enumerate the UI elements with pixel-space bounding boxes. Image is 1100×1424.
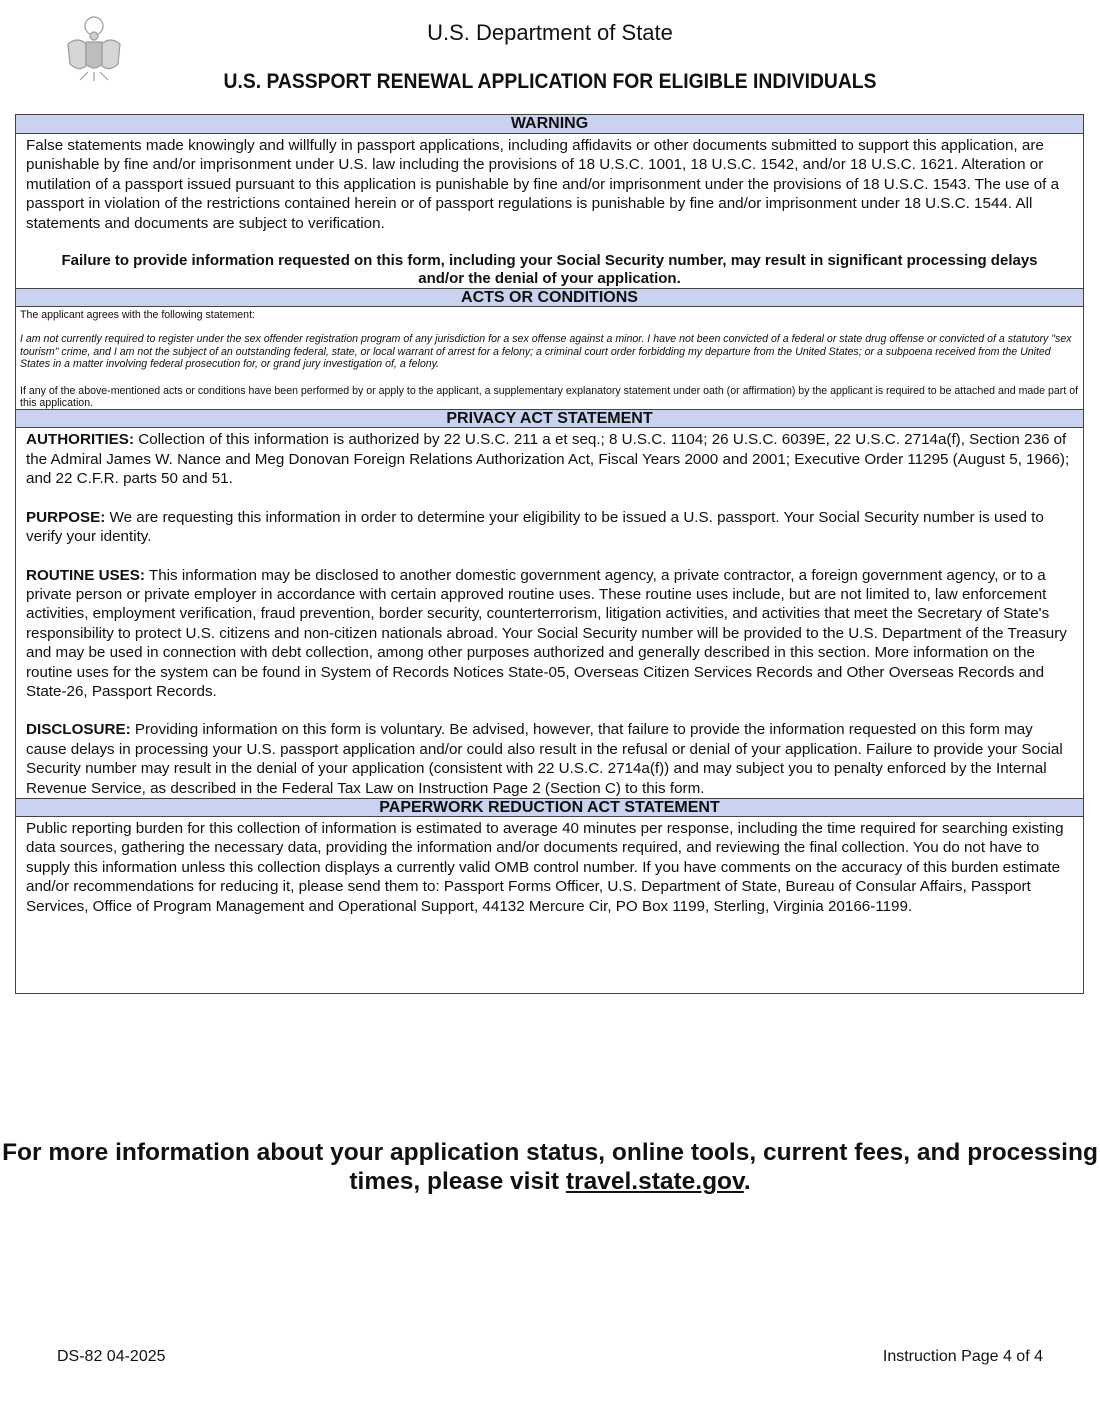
privacy-authorities xyxy=(26,430,1073,488)
acts-intro: The applicant agrees with the following statement: xyxy=(20,309,255,322)
paperwork-section xyxy=(16,817,1083,916)
warning-heading: WARNING xyxy=(16,115,1083,134)
routine-uses-label: ROUTINE USES: xyxy=(26,566,145,584)
department-name: U.S. Department of State xyxy=(427,20,673,45)
form-content-box xyxy=(15,114,1084,994)
page-title: U.S. PASSPORT RENEWAL APPLICATION FOR ELIGIBLE INDIVIDUALS xyxy=(223,70,877,93)
purpose-text: We are requesting this information in order to determine your eligibility to be issued a U.S. passport. Your Social Security number is used to verify your identity. xyxy=(26,508,1044,546)
routine-uses-text: This information may be disclosed to another domestic government agency, a private contractor, a foreign government agency, or to a private person or private employer in accordance with certain approved routine uses. These routine uses include, but are not limited to, law enforcement activities, employment verification, fraud prevention, border security, counterterrorism, litigation activities, and activities that meet the Secretary of State's responsibility to protect U.S. citizens and non-citizen nationals abroad. Your Social Security number will be provided to the U.S. Department of the Treasury and may be used in connection with debt collection, among other purposes authorized and generally described in this section. More information on the routine uses for the system can be found in System of Records Notices State-05, Overseas Citizen Services Records and Other Overseas Records and State-26, Passport Records. xyxy=(26,566,1067,700)
privacy-routine-uses xyxy=(26,566,1073,702)
authorities-label: AUTHORITIES: xyxy=(26,431,134,449)
warning-body: False statements made knowingly and willfully in passport applications, including affidavits or other documents submitted to support this application, are punishable by fine and/or imprisonment under U.S. law including the provisions of 18 U.S.C. 1001, 18 U.S.C. 1542, and/or 18 U.S.C. 1621. Alteration or mutilation of a passport issued pursuant to this application is punishable by fine and/or imprisonment under the provisions of 18 U.S.C. 1543. The use of a passport in violation of the restrictions contained herein or of passport regulations is punishable by fine and/or imprisonment under 18 U.S.C. 1544. All statements and documents are subject to verification. xyxy=(26,137,1060,232)
disclosure-label: DISCLOSURE: xyxy=(26,721,131,739)
acts-section xyxy=(16,307,1083,409)
form-code: DS-82 04-2025 xyxy=(57,1348,166,1365)
privacy-disclosure xyxy=(26,720,1073,798)
privacy-section xyxy=(16,428,1083,798)
more-info-text xyxy=(0,1138,1100,1196)
privacy-heading: PRIVACY ACT STATEMENT xyxy=(16,409,1083,428)
warning-section xyxy=(16,134,1083,252)
warning-notice: Failure to provide information requested on this form, including your Social Security number, may result in significant processing delays and/or the denial of your application. xyxy=(61,252,1038,288)
acts-statement: I am not currently required to register under the sex offender registration program of any jurisdiction for a sex offense against a minor. I have not been convicted of a federal or state drug offense or convicted of a statutory "sex tourism" crime, and I am not the subject of an outstanding federal, state, or local warrant of arrest for a felony; a criminal court order forbidding my departure from the United States; or a subpoena received from the United States in a matter involving federal prosecution for, or grand jury investigation of, a felony. xyxy=(20,333,1072,371)
purpose-label: PURPOSE: xyxy=(26,508,106,526)
page-number: Instruction Page 4 of 4 xyxy=(882,1348,1043,1365)
paperwork-body: Public reporting burden for this collection of information is estimated to average 40 minutes per response, including the time required for searching existing data sources, gathering the necessary data, providing the information and/or documents required, and reviewing the final collection. You do not have to supply this information unless this collection displays a currently valid OMB control number. If you have comments on the accuracy of this burden estimate and/or recommendations for reducing it, please send them to: Passport Forms Officer, U.S. Department of State, Bureau of Consular Affairs, Passport Services, Office of Program Management and Operational Support, 44132 Mercure Cir, PO Box 1199, Sterling, Virginia 20166-1199. xyxy=(26,819,1064,915)
disclosure-text: Providing information on this form is voluntary. Be advised, however, that failure to provide the information requested on this form may cause delays in processing your U.S. passport application and/or could also result in the refusal or denial of your application. Failure to provide your Social Security number may result in the denial of your application (consistent with 22 U.S.C. 2714a(f)) and may subject you to penalty enforced by the Internal Revenue Service, as described in the Federal Tax Law on Instruction Page 2 (Section C) to this form. xyxy=(26,721,1063,797)
more-info-lead: For more information about your application status, online tools, current fees, and processing times, please visit xyxy=(2,1139,1098,1195)
authorities-text: Collection of this information is authorized by 22 U.S.C. 211 a et seq.; 8 U.S.C. 1104; 26 U.S.C. 6039E, 22 U.S.C. 2714a(f), Section 236 of the Admiral James W. Nance and Meg Donovan Foreign Relations Authorization Act, Fiscal Years 2000 and 2001; Executive Order 11295 (August 5, 1966); and 22 C.F.R. parts 50 and 51. xyxy=(26,431,1070,488)
acts-heading: ACTS OR CONDITIONS xyxy=(16,288,1083,307)
privacy-purpose xyxy=(26,508,1073,547)
paperwork-heading: PAPERWORK REDUCTION ACT STATEMENT xyxy=(16,798,1083,817)
more-info-end: . xyxy=(743,1168,751,1195)
travel-state-gov-link[interactable]: travel.state.gov xyxy=(565,1168,744,1195)
acts-note: If any of the above-mentioned acts or conditions have been performed by or apply to the applicant, a supplementary explanatory statement under oath (or affirmation) by the applicant is required to be attached and made part of this application. xyxy=(20,384,1079,410)
